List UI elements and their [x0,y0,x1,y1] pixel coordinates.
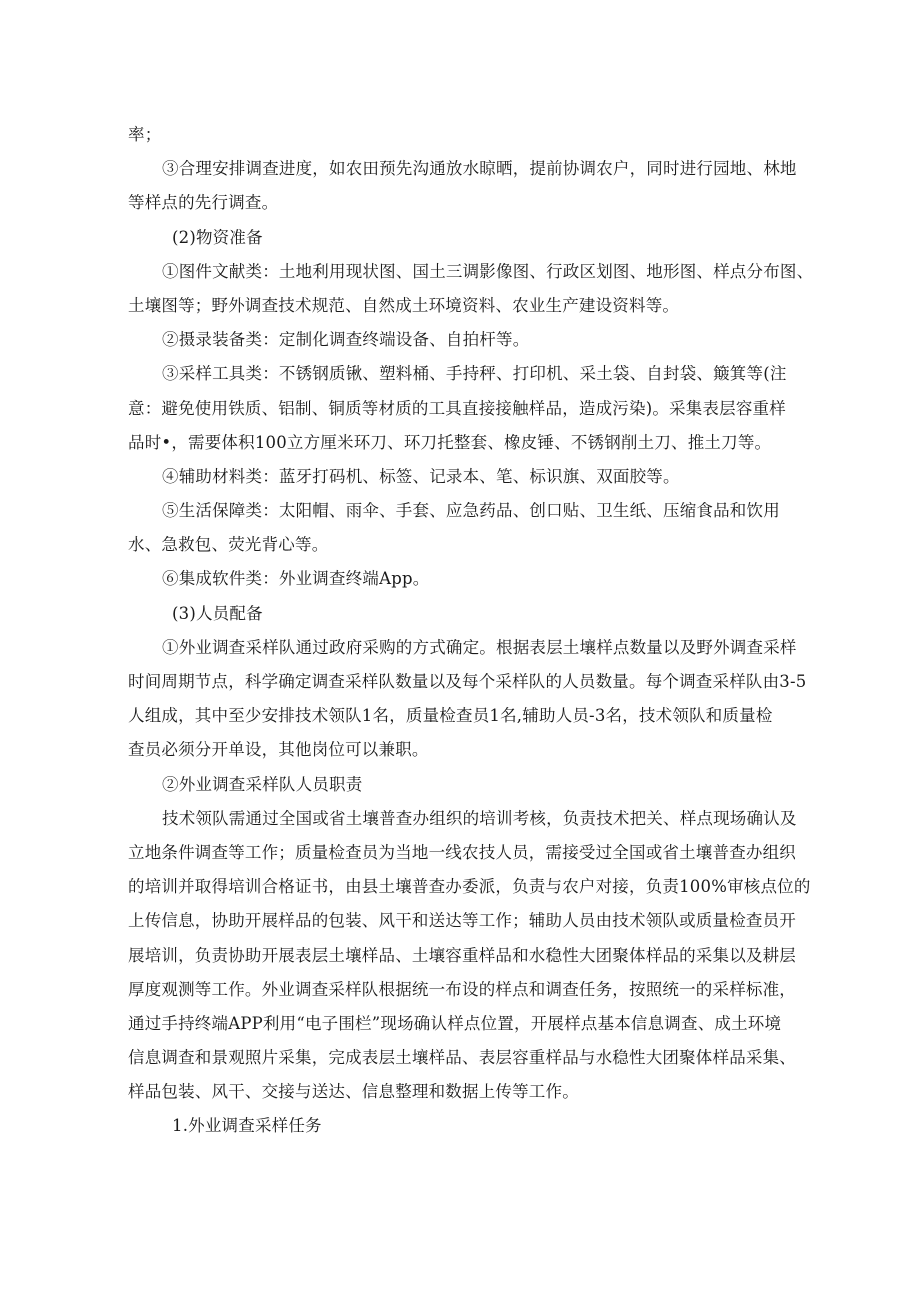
text-line: 水、急救包、荧光背心等。 [128,535,329,555]
text-line: ①外业调查采样队通过政府采购的方式确定。根据表层土壤样点数量以及野外调查采样 [162,637,797,657]
text-line: 通过手持终端APP利用“电子围栏”现场确认样点位置，开展样点基本信息调查、成土环境 [128,1013,782,1033]
text-line: ④辅助材料类：蓝牙打码机、标签、记录本、笔、标识旗、双面胶等。 [162,466,680,486]
text-line: 时间周期节点，科学确定调查采样队数量以及每个采样队的人员数量。每个调查采样队由3-5 [128,672,807,691]
text-line: 技术领队需通过全国或省土壤普查办组织的培训考核，负责技术把关、样点现场确认及 [162,808,797,828]
body-text [128,118,820,1144]
text-line: ②摄录装备类：定制化调查终端设备、自拍杆等。 [162,330,530,350]
text-line: 率； [128,125,162,144]
text-line: 查员必须分开单设，其他岗位可以兼职。 [128,740,429,760]
text-line: ⑥集成软件类：外业调查终端App。 [162,569,430,589]
section-heading: 1.外业调查采样任务 [172,1116,322,1136]
text-line: 立地条件调查等工作；质量检查员为当地一线农技人员，需接受过全国或省土壤普查办组织 [128,842,796,862]
section-heading: (3)人员配备 [172,603,263,623]
text-line: ①图件文献类：土地利用现状图、国土三调影像图、行政区划图、地形图、样点分布图、 [162,261,814,281]
section-heading: (2)物资准备 [172,227,263,247]
text-line: ②外业调查采样队人员职责 [162,774,363,794]
text-line: 的培训并取得培训合格证书，由县土壤普查办委派，负责与农户对接，负责100%审核点位的 [128,877,811,897]
text-line: ③合理安排调查进度，如农田预先沟通放水晾晒，提前协调农户，同时进行园地、林地 [162,159,797,179]
text-line: 意：避免使用铁质、铝制、铜质等材质的工具直接接触样品，造成污染)。采集表层容重样 [128,398,786,418]
text-line: 样品包装、风干、交接与送达、信息整理和数据上传等工作。 [128,1082,579,1102]
text-line: 品时•，需要体积100立方厘米环刀、环刀托整套、橡皮锤、不锈钢削土刀、推土刀等。 [128,432,772,452]
text-line: 人组成，其中至少安排技术领队1名，质量检查员1名,辅助人员-3名，技术领队和质量检 [128,706,773,726]
text-line: 厚度观测等工作。外业调查采样队根据统一布设的样点和调查任务，按照统一的采样标准， [128,979,796,999]
text-line: 展培训，负责协助开展表层土壤样品、土壤容重样品和水稳性大团聚体样品的采集以及耕层 [128,945,796,965]
text-line: 等样点的先行调查。 [128,193,279,213]
text-line: ⑤生活保障类：太阳帽、雨伞、手套、应急药品、创口贴、卫生纸、压缩食品和饮用 [162,501,780,521]
text-line: 上传信息，协助开展样品的包装、风干和送达等工作；辅助人员由技术领队或质量检查员开 [128,911,796,931]
text-line: 信息调查和景观照片采集，完成表层土壤样品、表层容重样品与水稳性大团聚体样品采集、 [128,1048,796,1068]
text-line: ③采样工具类：不锈钢质锹、塑料桶、手持秤、打印机、采土袋、自封袋、簸箕等(注 [162,364,787,384]
text-line: 土壤图等；野外调查技术规范、自然成土环境资料、农业生产建设资料等。 [128,295,680,315]
